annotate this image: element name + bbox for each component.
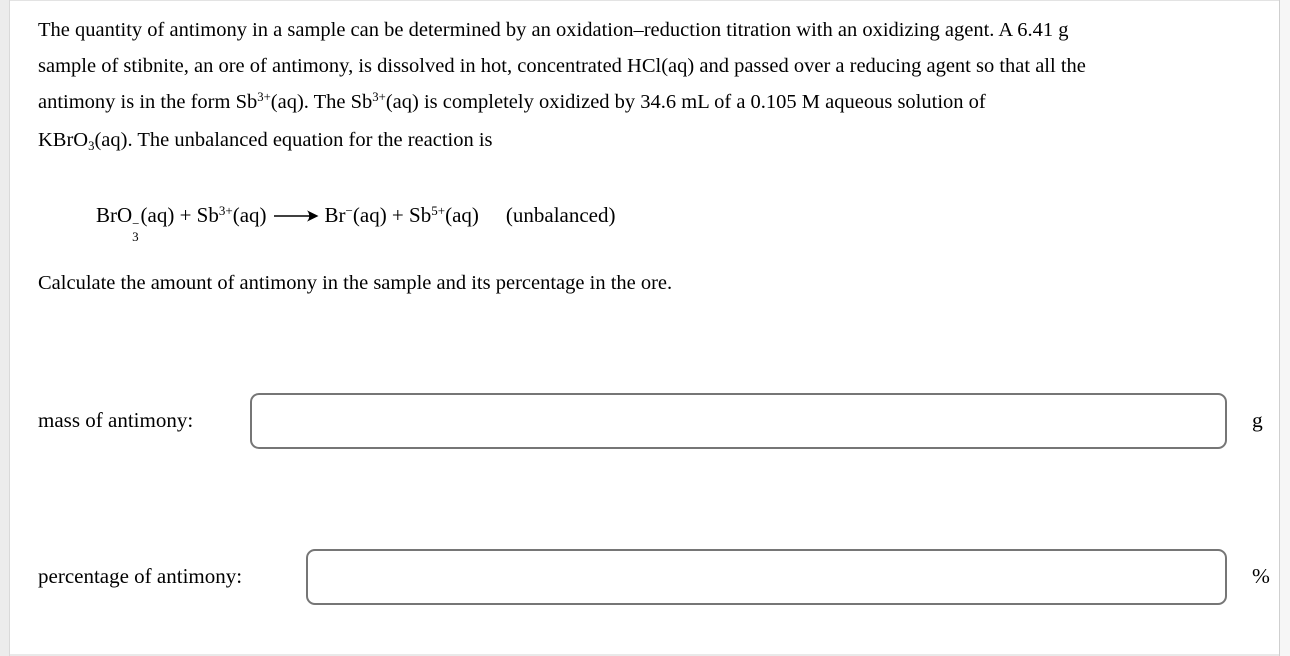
- percentage-answer-row: [38, 549, 1279, 605]
- percentage-of-antimony-input[interactable]: [306, 549, 1227, 605]
- left-gutter: [0, 0, 10, 656]
- reaction-equation: BrO − 3 $(aq) + Sb^{3+}(aq) Br^-(aq) + Sb^{5+}(aq)$ (unbalanced): [96, 202, 616, 244]
- paragraph-line: The quantity of antimony in a sample can be determined by an oxidation–reduction titration with an oxidizing agent. A 6.41 g: [38, 19, 1069, 41]
- reaction-arrow-icon: [273, 209, 319, 223]
- problem-content: [10, 0, 1279, 656]
- percentage-unit-label: %: [1252, 564, 1270, 589]
- mass-of-antimony-input[interactable]: [250, 393, 1227, 449]
- question-prompt: Calculate the amount of antimony in the sample and its percentage in the ore.: [38, 271, 673, 294]
- paragraph-line: antimony is in the form $Sb^{3+}(aq)$. The $Sb^{3+}(aq)$ is completely oxidized by 34.6 mL of a 0.105 M aqueous solution of: [38, 90, 986, 113]
- problem-statement: [38, 12, 1279, 160]
- mass-of-antimony-label: mass of antimony:: [38, 408, 194, 433]
- paragraph-line: KBrO$_3$(aq). The unbalanced equation for the reaction is: [38, 129, 493, 153]
- percentage-of-antimony-label: percentage of antimony:: [38, 564, 243, 589]
- paragraph-line: sample of stibnite, an ore of antimony, is dissolved in hot, concentrated HCl(aq) and passed over a reducing agent so that all the: [38, 55, 1086, 77]
- mass-answer-row: [38, 393, 1279, 449]
- scrollbar-track[interactable]: [1279, 0, 1290, 656]
- mass-unit-label: g: [1252, 408, 1263, 433]
